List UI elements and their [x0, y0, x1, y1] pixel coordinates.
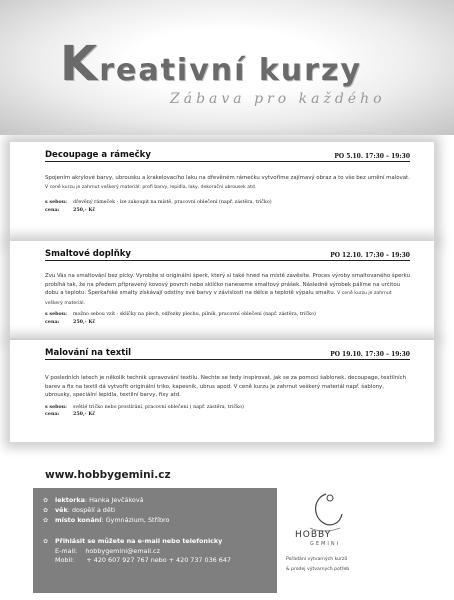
mobile-value: + 420 607 927 767 nebo + 420 737 036 647 [86, 555, 231, 564]
course-description-main: V posledních letech je několik technik upravování textilu. Nechte se tedy inspirovat, jak se za pomoci šablonek, decoupage, textilních barev a fix na textil dá vytvořit originální triko, kapesník, ubrus apod. V ceně kurzu je zahrnut veškerý materiál např. šablony, ubrousky, speciální lepidla, textilní barvy, fixy atd. [45, 375, 406, 398]
price-value: 250,- Kč [73, 318, 96, 325]
course-title: Decoupage a rámečky [45, 150, 151, 160]
course-date: PO 19.10. 17:30 – 19:30 [330, 351, 410, 358]
bring-label: s sebou: [45, 403, 67, 410]
course-info [45, 404, 410, 420]
bring-value: světlé tričko nebo prostírání, pracovní oblečení ( např. zástěra, tričko) [73, 404, 244, 410]
title-rest: reativní kurzy [99, 53, 362, 88]
contact-mobile [43, 556, 231, 565]
price-value: 250,- Kč [73, 411, 96, 418]
course-section-3 [45, 348, 410, 419]
age-label: věk [55, 505, 68, 514]
title-initial: K [60, 36, 100, 92]
place-value: : Gymnázium, Stříbro [101, 515, 170, 524]
teacher-value: : Hanka Jevčáková [84, 496, 144, 504]
logo-name: HOBBY [295, 530, 332, 540]
signup-text: Přihlásit se můžete na e-mail nebo telefonicky [55, 537, 223, 546]
price-label: cena: [45, 206, 60, 213]
course-section-2 [45, 249, 410, 327]
contact-panel [33, 488, 447, 593]
course-header [45, 249, 410, 261]
contact-age [43, 506, 231, 516]
course-header [45, 150, 410, 162]
contact-place [43, 516, 231, 526]
flower-bullet-icon: ✿ [43, 516, 49, 524]
contact-email [43, 547, 231, 556]
teacher-label: lektorka [55, 496, 85, 504]
mobile-label: Mobil: [55, 555, 75, 564]
course-description-main: Zvu Vás na smaltování bez pícky. Vyrobíte si originální šperk, který si také hned na místě zavěsíte. Proces výroby smaltovaného šperku probíhá tak, že na předem připravený kovový povrch nebo sklíčko naneseme smaltový prášek. Následně výrobek pálíme na určitou dobu a teplotu. Šperkařské smalty získávají odstíny své barvy v závislosti na délce a teplotě výpalu smaltu. [45, 273, 410, 296]
page-subtitle: Zábava pro každého [170, 91, 386, 107]
logo-tagline-2: & prodej výtvarných potřeb [286, 567, 350, 572]
logo-sub: GEMINI [310, 541, 341, 547]
course-description [45, 272, 410, 308]
course-title: Malování na textil [45, 348, 132, 358]
course-description-note: V ceně kurzu je zahrnut veškerý materiál. [45, 291, 392, 306]
contact-signup [43, 537, 231, 547]
price-value: 250,- Kč [73, 206, 96, 213]
contact-list [43, 496, 231, 565]
flower-bullet-icon: ✿ [43, 538, 49, 546]
course-description-main: Spojením akrylové barvy, ubrousku a krakelovacího laku na dřevěném rámečku vytvoříme zajímavý obraz a to vše bez umění malovat. [45, 175, 410, 181]
email-value[interactable]: hobbygemini@email.cz [85, 547, 160, 556]
website-link[interactable]: www.hobbygemini.cz [45, 469, 171, 481]
age-value: : dospělí a děti [67, 505, 116, 514]
course-description [45, 174, 410, 192]
page-title [60, 36, 362, 92]
course-description-note: V ceně kurzu je zahrnut veškerý materiál: profi barvy, lepidla, laky, dekorační ubrousek atd. [45, 184, 257, 190]
course-info [45, 311, 410, 327]
course-info [45, 199, 410, 215]
logo-tagline-1: Pořádání výtvarných kurzů [286, 557, 348, 562]
email-label: E-mail: [55, 547, 78, 556]
course-header [45, 348, 410, 360]
course-title: Smaltové doplňky [45, 249, 131, 259]
course-section-1 [45, 150, 410, 215]
place-label: místo konání [55, 515, 102, 524]
bring-label: s sebou: [45, 199, 67, 205]
contact-teacher [43, 496, 231, 506]
course-description [45, 374, 410, 401]
bring-value: možno sebou vzít - sklíčky na plech, odřezky plechu, pilník, pracovní oblečení (např. zástěra, tričko) [73, 312, 316, 317]
flower-bullet-icon: ✿ [43, 497, 49, 504]
course-date: PO 12.10. 17:30 – 19:30 [330, 252, 410, 259]
bring-label: s sebou: [45, 311, 67, 317]
flower-bullet-icon: ✿ [43, 506, 49, 514]
course-date: PO 5.10. 17:30 – 19:30 [334, 153, 410, 160]
bring-value: dřevěný rámeček - lze zakoupit na místě, pracovní oblečení (např. zástěra, tričko) [73, 200, 272, 205]
price-label: cena: [45, 411, 60, 418]
price-label: cena: [45, 318, 60, 325]
